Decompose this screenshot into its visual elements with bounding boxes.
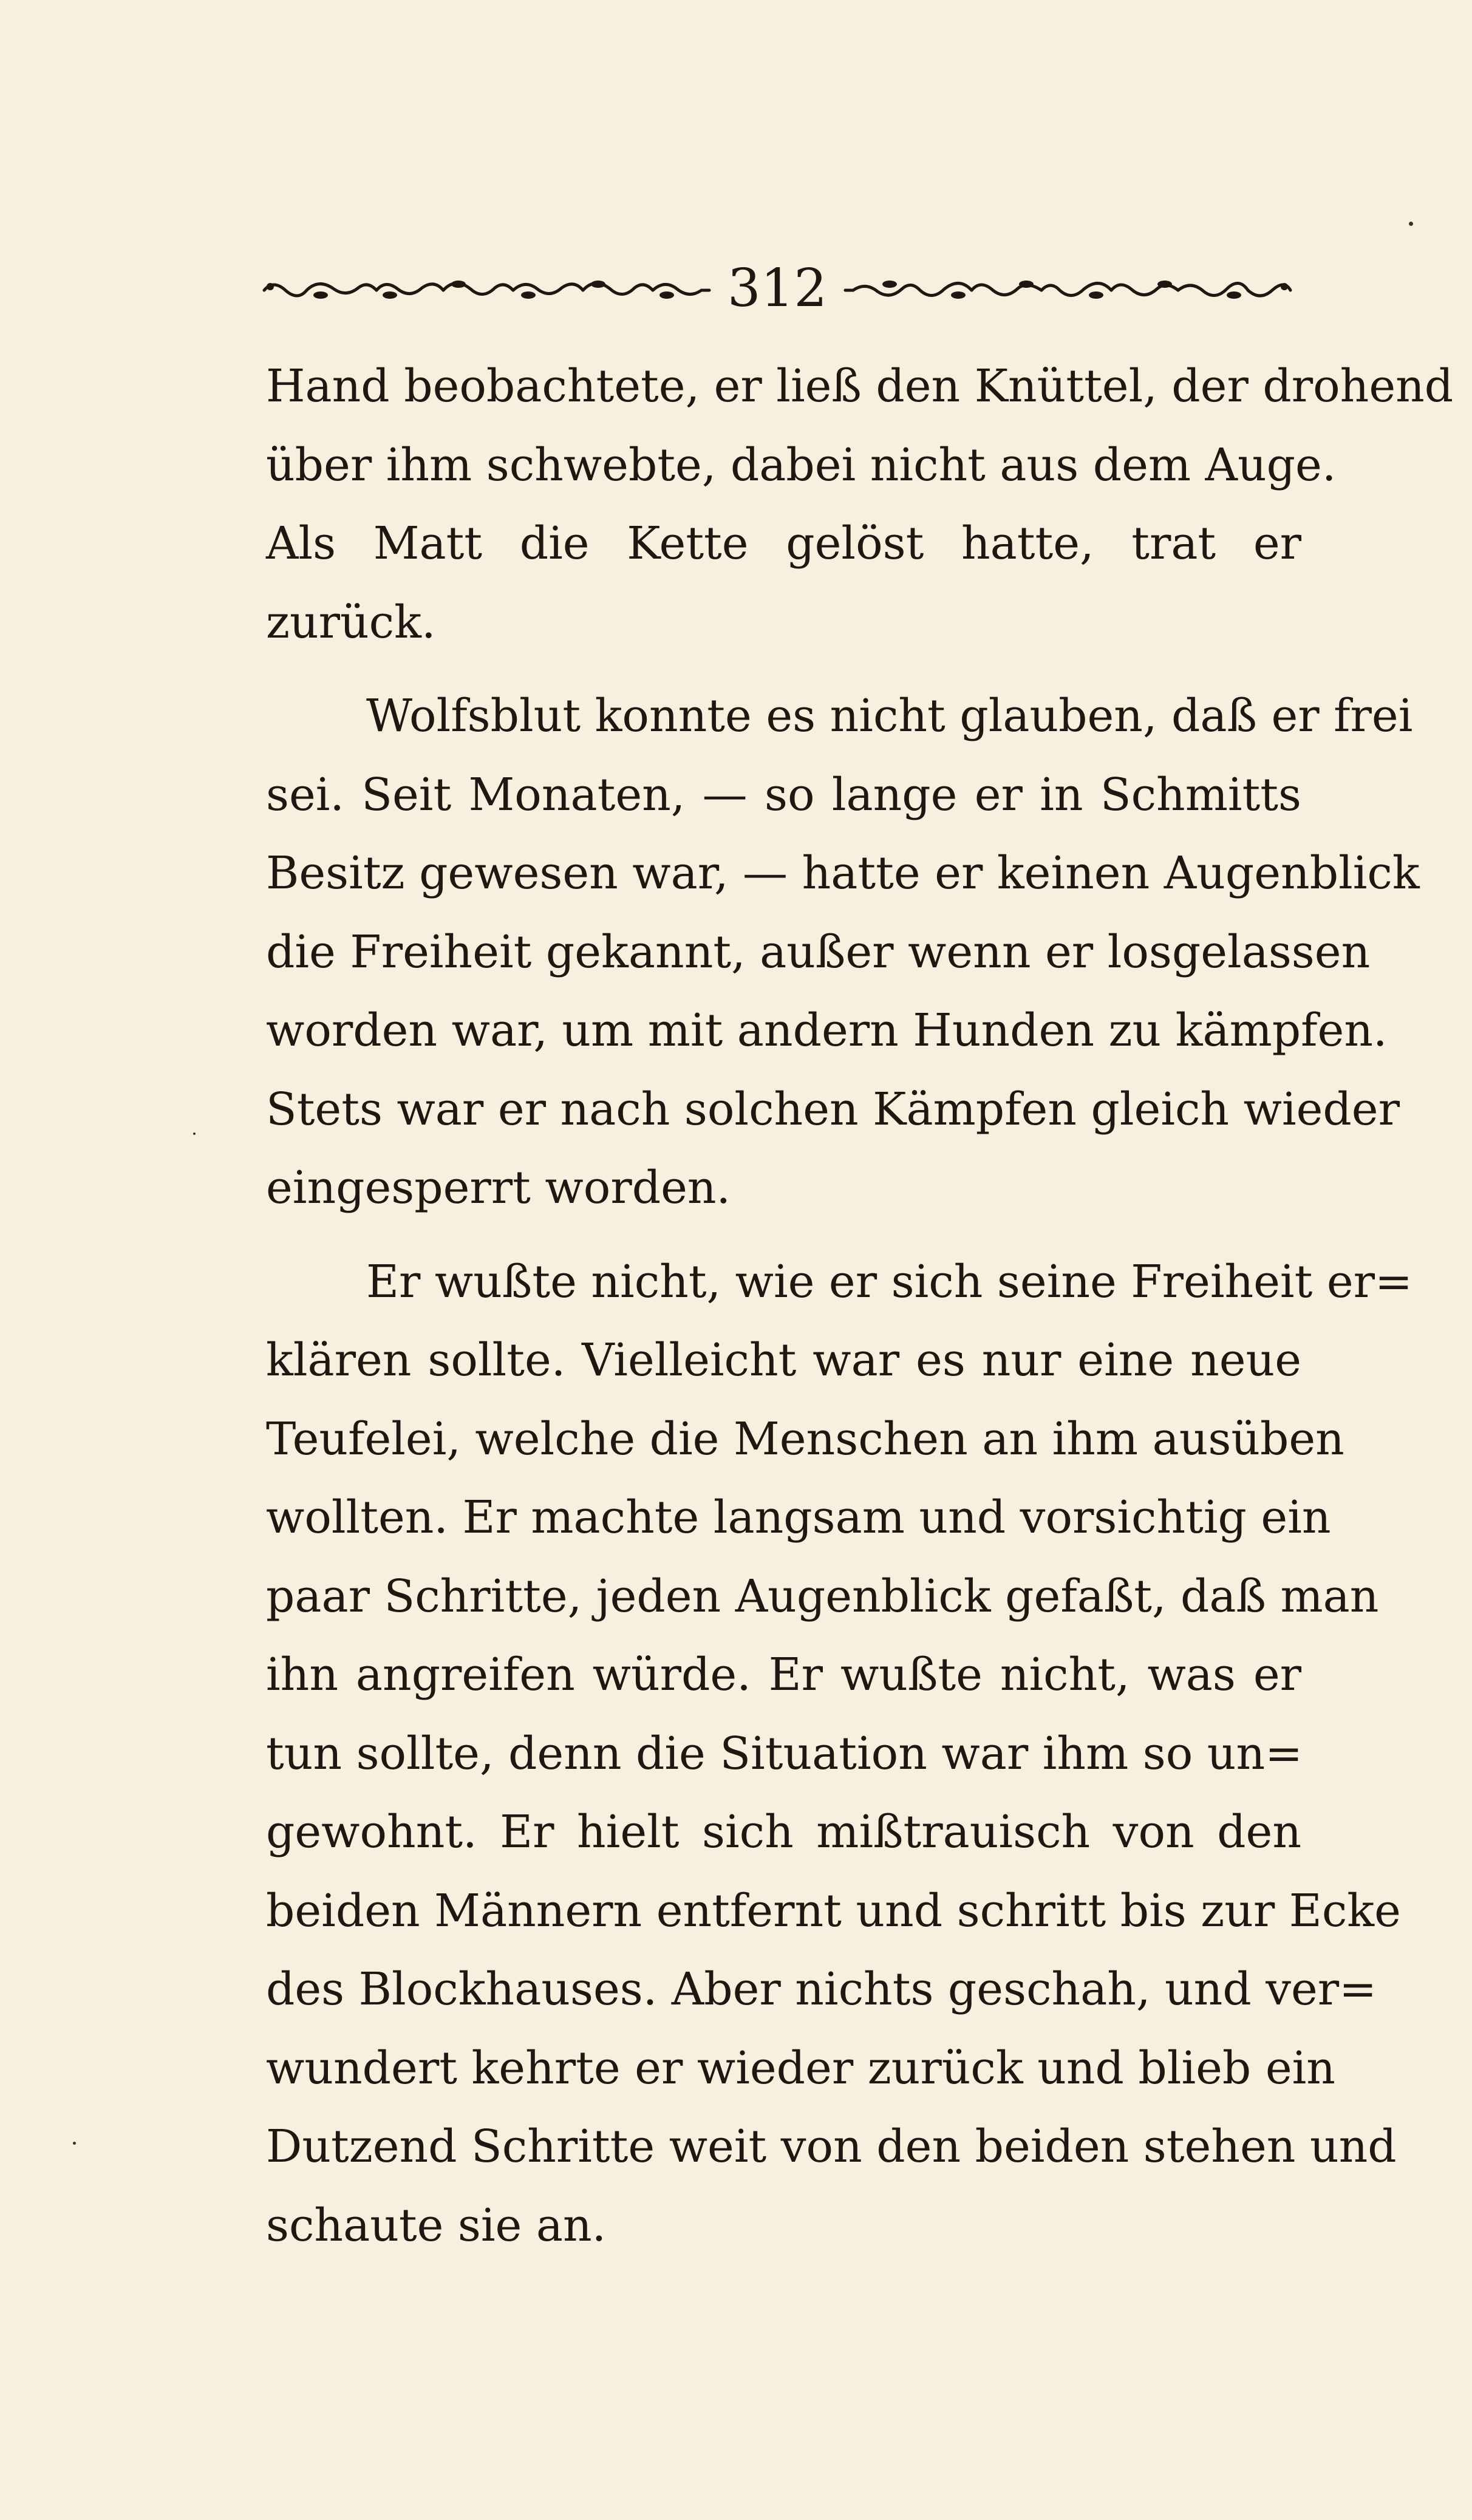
text-line: eingesperrt worden. <box>266 1162 731 1214</box>
text-line: Als Matt die Kette gelöst hatte, trat er <box>266 517 1301 570</box>
page-header <box>261 255 1293 328</box>
ornament-right-icon <box>844 266 1293 315</box>
text-line: des Blockhauses. Aber nichts geschah, und ver= <box>266 1963 1377 2015</box>
ornament-left-icon <box>261 266 710 315</box>
text-line: Stets war er nach solchen Kämpfen gleich wieder <box>266 1083 1400 1136</box>
text-line: Teufelei, welche die Menschen an ihm ausüben <box>266 1412 1344 1465</box>
text-line: sei. Seit Monaten, — so lange er in Schmitts <box>266 768 1301 821</box>
paper-speck <box>1409 222 1413 226</box>
text-line: Er wußte nicht, wie er sich seine Freiheit er= <box>366 1255 1413 1308</box>
text-line: Dutzend Schritte weit von den beiden stehen und <box>266 2120 1397 2173</box>
paragraph-1 <box>266 347 1454 662</box>
paragraph-3 <box>266 1243 1413 2266</box>
paper-speck <box>73 2142 76 2145</box>
body-text <box>266 347 1454 2265</box>
text-line: paar Schritte, jeden Augenblick gefaßt, daß man <box>266 1570 1379 1623</box>
text-line: Besitz gewesen war, — hatte er keinen Augenblick <box>266 847 1420 899</box>
text-line: beiden Männern entfernt und schritt bis zur Ecke <box>266 1884 1401 1937</box>
text-line: gewohnt. Er hielt sich mißtrauisch von den <box>266 1806 1301 1858</box>
text-line: tun sollte, denn die Situation war ihm so un= <box>266 1727 1303 1780</box>
text-line: klären sollte. Vielleicht war es nur eine neue <box>266 1334 1301 1386</box>
paper-speck <box>193 1132 196 1135</box>
text-line: die Freiheit gekannt, außer wenn er losgelassen <box>266 925 1371 978</box>
text-line: ihn angreifen würde. Er wußte nicht, was er <box>266 1649 1301 1701</box>
text-line: wundert kehrte er wieder zurück und blieb ein <box>266 2042 1335 2094</box>
page-number: 312 <box>727 258 828 319</box>
text-line: schaute sie an. <box>266 2199 607 2252</box>
text-line: Hand beobachtete, er ließ den Knüttel, der drohend <box>266 360 1454 412</box>
text-line: Wolfsblut konnte es nicht glauben, daß er frei <box>366 690 1413 742</box>
text-line: über ihm schwebte, dabei nicht aus dem Auge. <box>266 438 1337 491</box>
text-line: zurück. <box>266 596 436 649</box>
paragraph-2 <box>266 677 1420 1228</box>
text-line: wollten. Er machte langsam und vorsichtig ein <box>266 1491 1331 1544</box>
text-line: worden war, um mit andern Hunden zu kämpfen. <box>266 1004 1388 1057</box>
